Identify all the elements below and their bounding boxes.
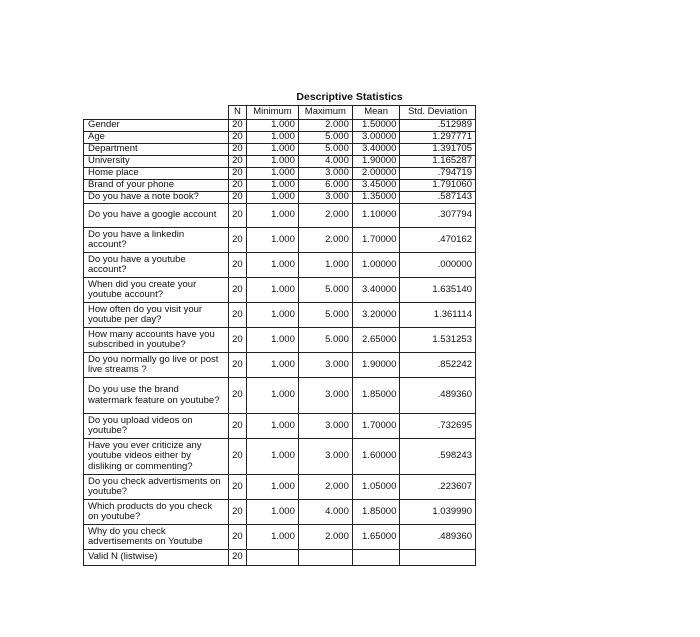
cell-n: 20: [228, 500, 246, 525]
table-row: [84, 192, 476, 204]
row-label: Brand of your phone: [84, 180, 229, 192]
cell-maximum: 1.000: [298, 253, 352, 278]
cell-std-deviation: .307794: [400, 204, 476, 228]
cell-maximum: 5.000: [298, 328, 352, 353]
row-label: Do you upload videos on youtube?: [84, 414, 229, 439]
table-row: [84, 475, 476, 500]
cell-minimum: 1.000: [247, 278, 299, 303]
cell-maximum: 4.000: [298, 156, 352, 168]
header-minimum: Minimum: [247, 106, 299, 120]
cell-mean: 1.50000: [352, 120, 400, 132]
cell-minimum: 1.000: [247, 414, 299, 439]
header-blank-cell: [84, 106, 229, 120]
cell-std-deviation: .489360: [400, 378, 476, 414]
cell-minimum: 1.000: [247, 132, 299, 144]
table-row: [84, 168, 476, 180]
cell-std-deviation: .587143: [400, 192, 476, 204]
row-label: Age: [84, 132, 229, 144]
cell-n: 20: [228, 253, 246, 278]
table-row: [84, 132, 476, 144]
cell-std-deviation: 1.039990: [400, 500, 476, 525]
cell-minimum: 1.000: [247, 168, 299, 180]
cell-std-deviation: .000000: [400, 253, 476, 278]
table-row: [84, 253, 476, 278]
cell-mean: 1.90000: [352, 353, 400, 378]
header-maximum: Maximum: [298, 106, 352, 120]
cell-std-deviation: 1.791060: [400, 180, 476, 192]
row-label: How often do you visit your youtube per day?: [84, 303, 229, 328]
cell-std-deviation: .512989: [400, 120, 476, 132]
cell-mean: 1.00000: [352, 253, 400, 278]
row-label: How many accounts have you subscribed in youtube?: [84, 328, 229, 353]
cell-std-deviation: 1.361114: [400, 303, 476, 328]
cell-n: 20: [228, 353, 246, 378]
cell-n: 20: [228, 414, 246, 439]
cell-maximum: 5.000: [298, 278, 352, 303]
table-row: [84, 156, 476, 168]
table-row: [84, 204, 476, 228]
cell-n: 20: [228, 378, 246, 414]
cell-mean: 1.05000: [352, 475, 400, 500]
cell-mean: [352, 550, 400, 566]
header-mean: Mean: [352, 106, 400, 120]
cell-n: 20: [228, 180, 246, 192]
cell-n: 20: [228, 168, 246, 180]
table-row: [84, 120, 476, 132]
row-label: Do you have a linkedin account?: [84, 228, 229, 253]
cell-minimum: 1.000: [247, 303, 299, 328]
cell-mean: 3.45000: [352, 180, 400, 192]
cell-std-deviation: .732695: [400, 414, 476, 439]
row-label: Do you check advertisments on youtube?: [84, 475, 229, 500]
cell-maximum: 6.000: [298, 180, 352, 192]
cell-n: 20: [228, 439, 246, 475]
cell-n: 20: [228, 204, 246, 228]
cell-std-deviation: .852242: [400, 353, 476, 378]
descriptive-statistics-table: [83, 105, 476, 566]
row-label: Do you have a google account: [84, 204, 229, 228]
header-n: N: [228, 106, 246, 120]
cell-mean: 1.10000: [352, 204, 400, 228]
cell-mean: 1.70000: [352, 228, 400, 253]
cell-mean: 2.00000: [352, 168, 400, 180]
cell-std-deviation: 1.531253: [400, 328, 476, 353]
row-label: When did you create your youtube account?: [84, 278, 229, 303]
table-row: [84, 328, 476, 353]
cell-std-deviation: .489360: [400, 525, 476, 550]
table-body: [84, 120, 476, 566]
cell-minimum: 1.000: [247, 228, 299, 253]
cell-minimum: 1.000: [247, 500, 299, 525]
cell-maximum: 3.000: [298, 414, 352, 439]
table-row: [84, 439, 476, 475]
cell-n: 20: [228, 475, 246, 500]
cell-maximum: 5.000: [298, 132, 352, 144]
table-row: [84, 228, 476, 253]
header-std-deviation: Std. Deviation: [400, 106, 476, 120]
header-row: [84, 106, 476, 120]
cell-n: 20: [228, 278, 246, 303]
cell-std-deviation: .598243: [400, 439, 476, 475]
cell-minimum: 1.000: [247, 353, 299, 378]
cell-mean: 1.60000: [352, 439, 400, 475]
cell-mean: 3.40000: [352, 278, 400, 303]
row-label: Do you have a youtube account?: [84, 253, 229, 278]
table-row: [84, 500, 476, 525]
cell-mean: 1.35000: [352, 192, 400, 204]
cell-mean: 1.85000: [352, 378, 400, 414]
row-label: Gender: [84, 120, 229, 132]
cell-std-deviation: 1.391705: [400, 144, 476, 156]
cell-minimum: 1.000: [247, 192, 299, 204]
cell-mean: 2.65000: [352, 328, 400, 353]
table-row: [84, 550, 476, 566]
cell-maximum: 2.000: [298, 475, 352, 500]
cell-n: 20: [228, 228, 246, 253]
cell-mean: 1.85000: [352, 500, 400, 525]
cell-minimum: 1.000: [247, 525, 299, 550]
cell-std-deviation: .223607: [400, 475, 476, 500]
cell-minimum: 1.000: [247, 204, 299, 228]
cell-maximum: 5.000: [298, 303, 352, 328]
cell-minimum: 1.000: [247, 120, 299, 132]
cell-n: 20: [228, 192, 246, 204]
cell-n: 20: [228, 120, 246, 132]
cell-maximum: 3.000: [298, 192, 352, 204]
cell-maximum: 3.000: [298, 378, 352, 414]
table-row: [84, 353, 476, 378]
table-row: [84, 378, 476, 414]
cell-std-deviation: 1.297771: [400, 132, 476, 144]
row-label: Do you normally go live or post live streams ?: [84, 353, 229, 378]
cell-minimum: 1.000: [247, 475, 299, 500]
cell-minimum: 1.000: [247, 439, 299, 475]
table-row: [84, 303, 476, 328]
row-label: University: [84, 156, 229, 168]
row-label: Home place: [84, 168, 229, 180]
cell-minimum: 1.000: [247, 253, 299, 278]
row-label: Which products do you check on youtube?: [84, 500, 229, 525]
cell-maximum: 2.000: [298, 525, 352, 550]
table-row: [84, 414, 476, 439]
cell-maximum: 2.000: [298, 120, 352, 132]
row-label: Have you ever criticize any youtube videos either by disliking or commenting?: [84, 439, 229, 475]
cell-std-deviation: [400, 550, 476, 566]
cell-minimum: 1.000: [247, 156, 299, 168]
row-label: Valid N (listwise): [84, 550, 229, 566]
row-label: Why do you check advertisements on Youtube: [84, 525, 229, 550]
cell-mean: 3.00000: [352, 132, 400, 144]
cell-mean: 3.20000: [352, 303, 400, 328]
cell-minimum: 1.000: [247, 144, 299, 156]
cell-minimum: 1.000: [247, 378, 299, 414]
row-label: Do you use the brand watermark feature on youtube?: [84, 378, 229, 414]
table-row: [84, 525, 476, 550]
cell-mean: 1.65000: [352, 525, 400, 550]
cell-maximum: 3.000: [298, 439, 352, 475]
cell-std-deviation: .470162: [400, 228, 476, 253]
table-title: Descriptive Statistics: [296, 91, 403, 103]
cell-maximum: 2.000: [298, 204, 352, 228]
row-label: Do you have a note book?: [84, 192, 229, 204]
cell-minimum: 1.000: [247, 180, 299, 192]
table-row: [84, 180, 476, 192]
cell-mean: 1.70000: [352, 414, 400, 439]
cell-maximum: 3.000: [298, 353, 352, 378]
cell-maximum: 2.000: [298, 228, 352, 253]
cell-std-deviation: .794719: [400, 168, 476, 180]
cell-std-deviation: 1.635140: [400, 278, 476, 303]
cell-maximum: [298, 550, 352, 566]
table-row: [84, 278, 476, 303]
cell-minimum: [247, 550, 299, 566]
cell-mean: 1.90000: [352, 156, 400, 168]
cell-n: 20: [228, 525, 246, 550]
cell-maximum: 4.000: [298, 500, 352, 525]
cell-minimum: 1.000: [247, 328, 299, 353]
table-row: [84, 144, 476, 156]
cell-n: 20: [228, 303, 246, 328]
cell-n: 20: [228, 328, 246, 353]
cell-maximum: 3.000: [298, 168, 352, 180]
cell-mean: 3.40000: [352, 144, 400, 156]
row-label: Department: [84, 144, 229, 156]
cell-n: 20: [228, 550, 246, 566]
cell-std-deviation: 1.165287: [400, 156, 476, 168]
cell-n: 20: [228, 144, 246, 156]
cell-n: 20: [228, 156, 246, 168]
cell-n: 20: [228, 132, 246, 144]
cell-maximum: 5.000: [298, 144, 352, 156]
